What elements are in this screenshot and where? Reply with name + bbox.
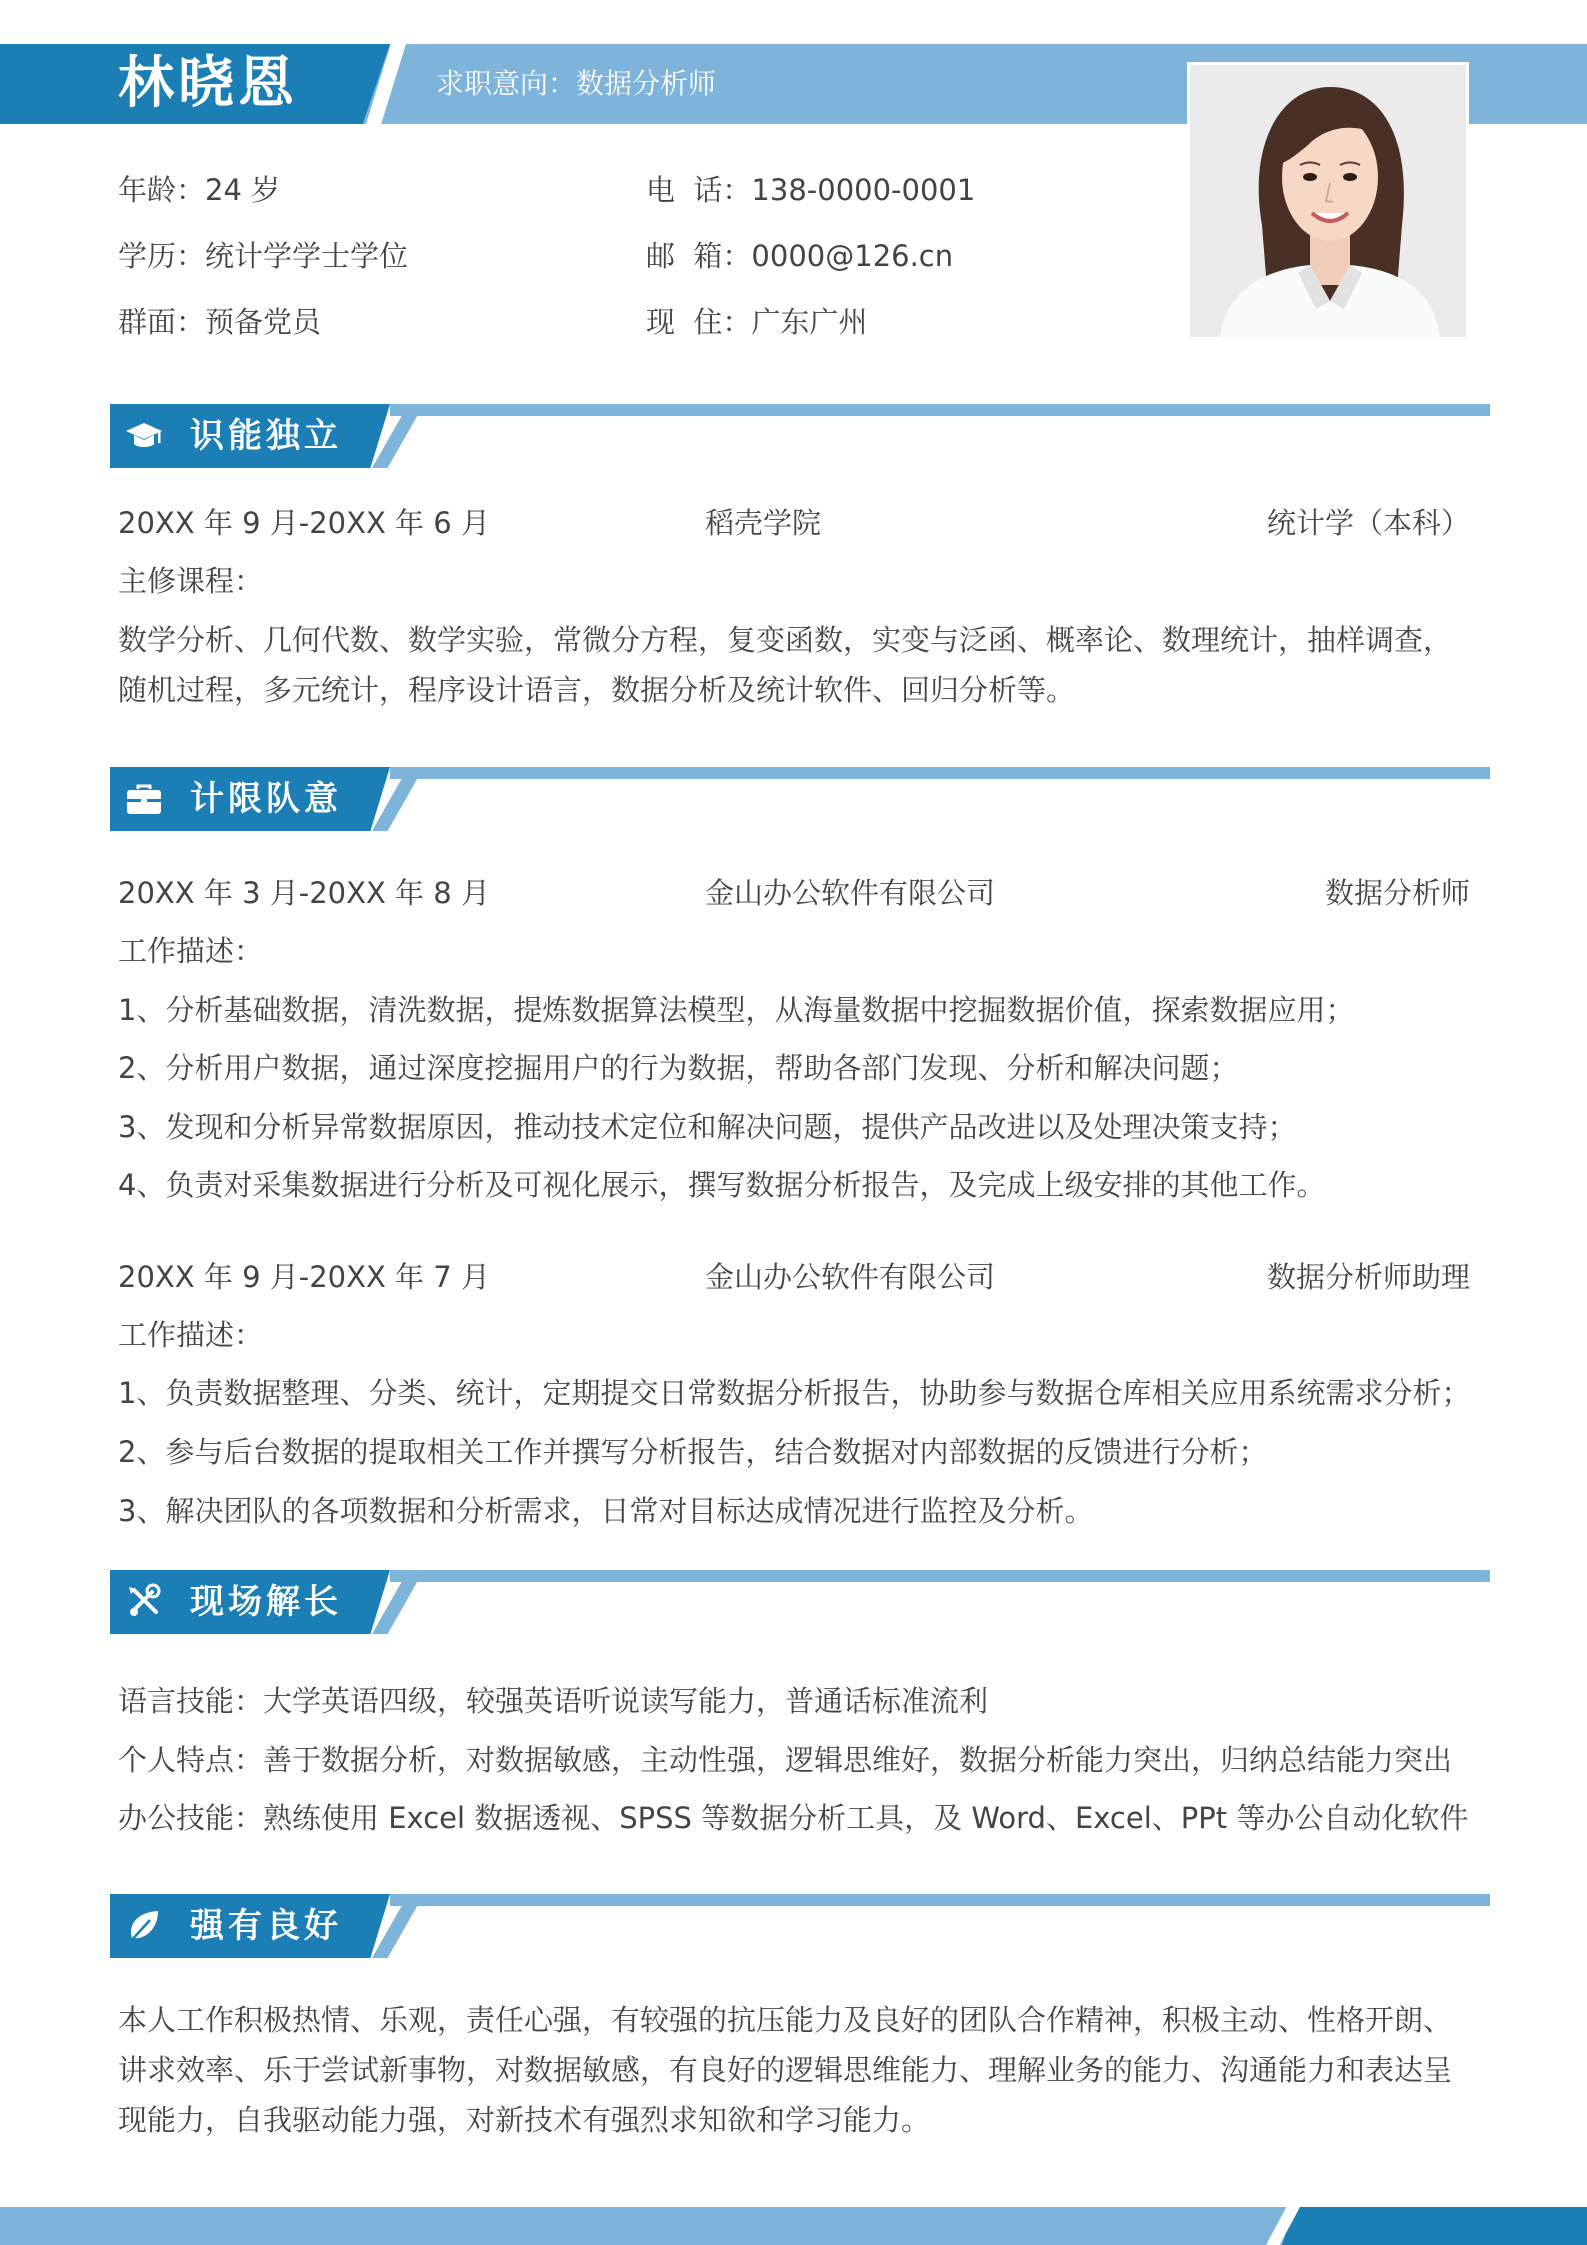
footer-band-dark (1282, 2207, 1587, 2245)
section-title-self-eval: 强有良好 (190, 1906, 342, 1946)
section-header-education (110, 404, 1490, 468)
section-title-skills: 现场解长 (190, 1582, 342, 1622)
section-header-experience (110, 767, 1490, 831)
info-age: 年龄：24 岁 (118, 173, 281, 207)
job-duty: 2、分析用户数据，通过深度挖掘用户的行为数据，帮助各部门发现、分析和解决问题； (118, 1051, 1239, 1085)
job-position: 数据分析师 (1324, 876, 1470, 910)
job-desc-label: 工作描述： (118, 1318, 264, 1352)
education-period: 20XX 年 9 月-20XX 年 6 月 (118, 506, 490, 540)
job-row (118, 1252, 1470, 1302)
info-email: 邮 箱：0000@126.cn (646, 239, 954, 273)
profile-photo (1187, 62, 1469, 340)
skill-line: 个人特点：善于数据分析，对数据敏感，主动性强，逻辑思维好，数据分析能力突出，归纳总结能力突出 (118, 1743, 1453, 1777)
courses-line-2: 随机过程，多元统计，程序设计语言，数据分析及统计软件、回归分析等。 (118, 673, 1076, 707)
section-header-skills (110, 1570, 1490, 1634)
self-eval-line: 现能力，自我驱动能力强，对新技术有强烈求知欲和学习能力。 (118, 2103, 931, 2137)
courses-label: 主修课程： (118, 564, 264, 598)
section-rule (390, 767, 1490, 779)
skill-line: 语言技能：大学英语四级，较强英语听说读写能力，普通话标准流利 (118, 1684, 989, 1718)
job-desc-label: 工作描述： (118, 934, 264, 968)
job-intent: 求职意向：数据分析师 (436, 67, 717, 100)
skill-line: 办公技能：熟练使用 Excel 数据透视、SPSS 等数据分析工具，及 Word、Excel、PPt 等办公自动化软件 (118, 1801, 1469, 1835)
education-major: 统计学（本科） (1266, 506, 1470, 540)
leaf-icon (124, 1906, 164, 1946)
tools-icon (124, 1582, 164, 1622)
section-rule (390, 404, 1490, 416)
section-rule (390, 1570, 1490, 1582)
section-title-experience: 计限队意 (190, 779, 342, 819)
info-politics: 群面：预备党员 (118, 305, 322, 339)
graduation-cap-icon (124, 416, 164, 456)
job-period: 20XX 年 3 月-20XX 年 8 月 (118, 876, 490, 910)
job-row (118, 868, 1470, 918)
education-school: 稻壳学院 (705, 506, 822, 540)
self-eval-line: 讲求效率、乐于尝试新事物，对数据敏感，有良好的逻辑思维能力、理解业务的能力、沟通能力和表达呈 (118, 2053, 1453, 2087)
job-position: 数据分析师助理 (1266, 1260, 1470, 1294)
job-company: 金山办公软件有限公司 (705, 876, 996, 910)
job-company: 金山办公软件有限公司 (705, 1260, 996, 1294)
info-education: 学历：统计学学士学位 (118, 239, 409, 273)
job-duty: 4、负责对采集数据进行分析及可视化展示，撰写数据分析报告，及完成上级安排的其他工作。 (118, 1168, 1326, 1202)
job-duty: 3、解决团队的各项数据和分析需求，日常对目标达成情况进行监控及分析。 (118, 1494, 1094, 1528)
info-phone: 电 话：138-0000-0001 (646, 173, 976, 207)
section-title-education: 识能独立 (190, 416, 342, 456)
section-rule (390, 1894, 1490, 1906)
courses-line-1: 数学分析、几何代数、数学实验，常微分方程，复变函数，实变与泛函、概率论、数理统计，抽样调查， (118, 623, 1453, 657)
job-duty: 1、负责数据整理、分类、统计，定期提交日常数据分析报告，协助参与数据仓库相关应用系统需求分析； (118, 1376, 1471, 1410)
section-header-self-eval (110, 1894, 1490, 1958)
job-duty: 2、参与后台数据的提取相关工作并撰写分析报告，结合数据对内部数据的反馈进行分析； (118, 1435, 1268, 1469)
education-row (118, 498, 1470, 548)
self-eval-line: 本人工作积极热情、乐观，责任心强，有较强的抗压能力及良好的团队合作精神，积极主动、性格开朗、 (118, 2003, 1453, 2037)
job-duty: 1、分析基础数据，清洗数据，提炼数据算法模型，从海量数据中挖掘数据价值，探索数据应用； (118, 993, 1355, 1027)
info-address: 现 住：广东广州 (646, 305, 868, 339)
candidate-name: 林晓恩 (118, 51, 298, 116)
briefcase-icon (124, 779, 164, 819)
job-period: 20XX 年 9 月-20XX 年 7 月 (118, 1260, 490, 1294)
job-duty: 3、发现和分析异常数据原因，推动技术定位和解决问题，提供产品改进以及处理决策支持； (118, 1110, 1297, 1144)
